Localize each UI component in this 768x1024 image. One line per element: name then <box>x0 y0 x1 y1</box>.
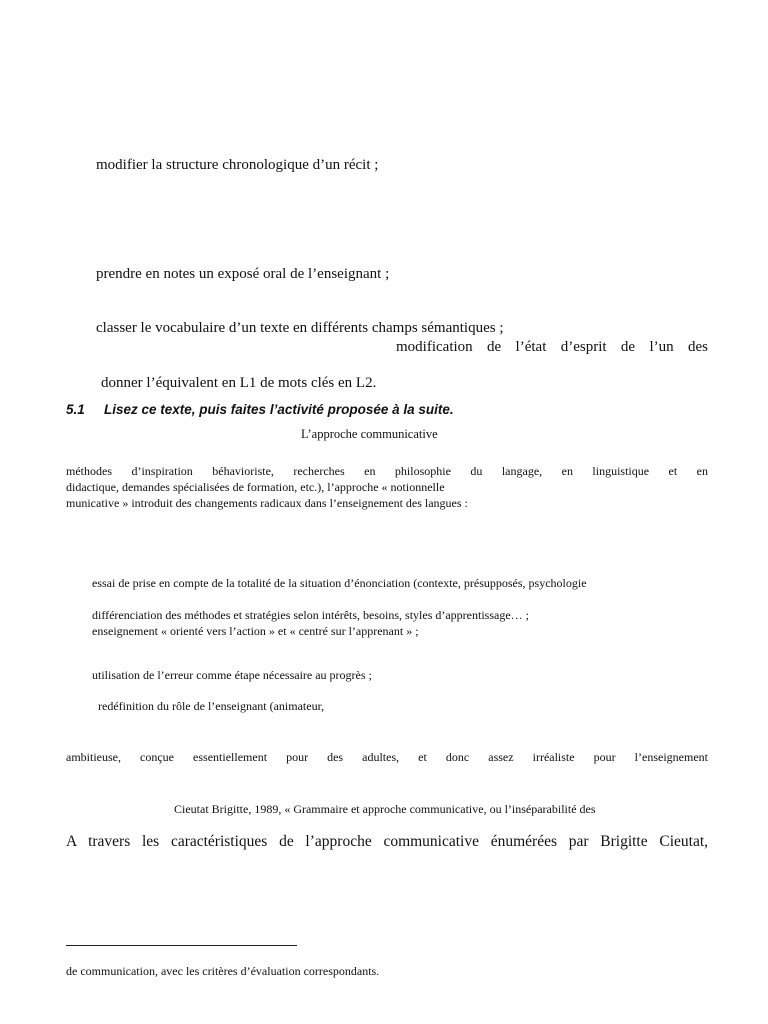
citation: Cieutat Brigitte, 1989, « Grammaire et approche communicative, ou l’inséparabilité des <box>174 802 596 816</box>
characteristic-1: essai de prise en compte de la totalité de la situation d’énonciation (contexte, présupposés, psychologie <box>92 576 587 590</box>
list-item-3: classer le vocabulaire d’un texte en différents champs sémantiques ; <box>96 320 504 336</box>
characteristic-5: redéfinition du rôle de l’enseignant (animateur, <box>98 699 325 713</box>
list-item-3-overlay: modification de l’état d’esprit de l’un des <box>396 339 708 355</box>
paragraph-line-3: municative » introduit des changements radicaux dans l’enseignement des langues : <box>66 496 468 510</box>
section-instruction: Lisez ce texte, puis faites l’activité proposée à la suite. <box>104 402 454 417</box>
list-item-4: donner l’équivalent en L1 de mots clés en L2. <box>101 375 377 391</box>
text-title: L’approche communicative <box>301 427 438 441</box>
list-item-1: modifier la structure chronologique d’un récit ; <box>96 157 379 173</box>
question: A travers les caractéristiques de l’approche communicative énumérées par Brigitte Cieutat, <box>66 833 708 850</box>
paragraph-line-2: didactique, demandes spécialisées de formation, etc.), l’approche « notionnelle <box>66 480 445 494</box>
footnote: de communication, avec les critères d’évaluation correspondants. <box>66 964 380 978</box>
characteristic-4: utilisation de l’erreur comme étape nécessaire au progrès ; <box>92 668 372 682</box>
section-heading <box>66 403 454 417</box>
paragraph-line-1: méthodes d’inspiration béhavioriste, recherches en philosophie du langage, en linguistique et en <box>66 464 708 478</box>
footnote-separator <box>66 945 297 946</box>
list-item-2: prendre en notes un exposé oral de l’enseignant ; <box>96 266 390 282</box>
critique-line: ambitieuse, conçue essentiellement pour des adultes, et donc assez irréaliste pour l’enseignement <box>66 750 708 764</box>
characteristic-2: différenciation des méthodes et stratégies selon intérêts, besoins, styles d’apprentissage… ; <box>92 608 529 622</box>
section-number: 5.1 <box>66 402 85 417</box>
characteristic-3: enseignement « orienté vers l’action » et « centré sur l’apprenant » ; <box>92 624 419 638</box>
